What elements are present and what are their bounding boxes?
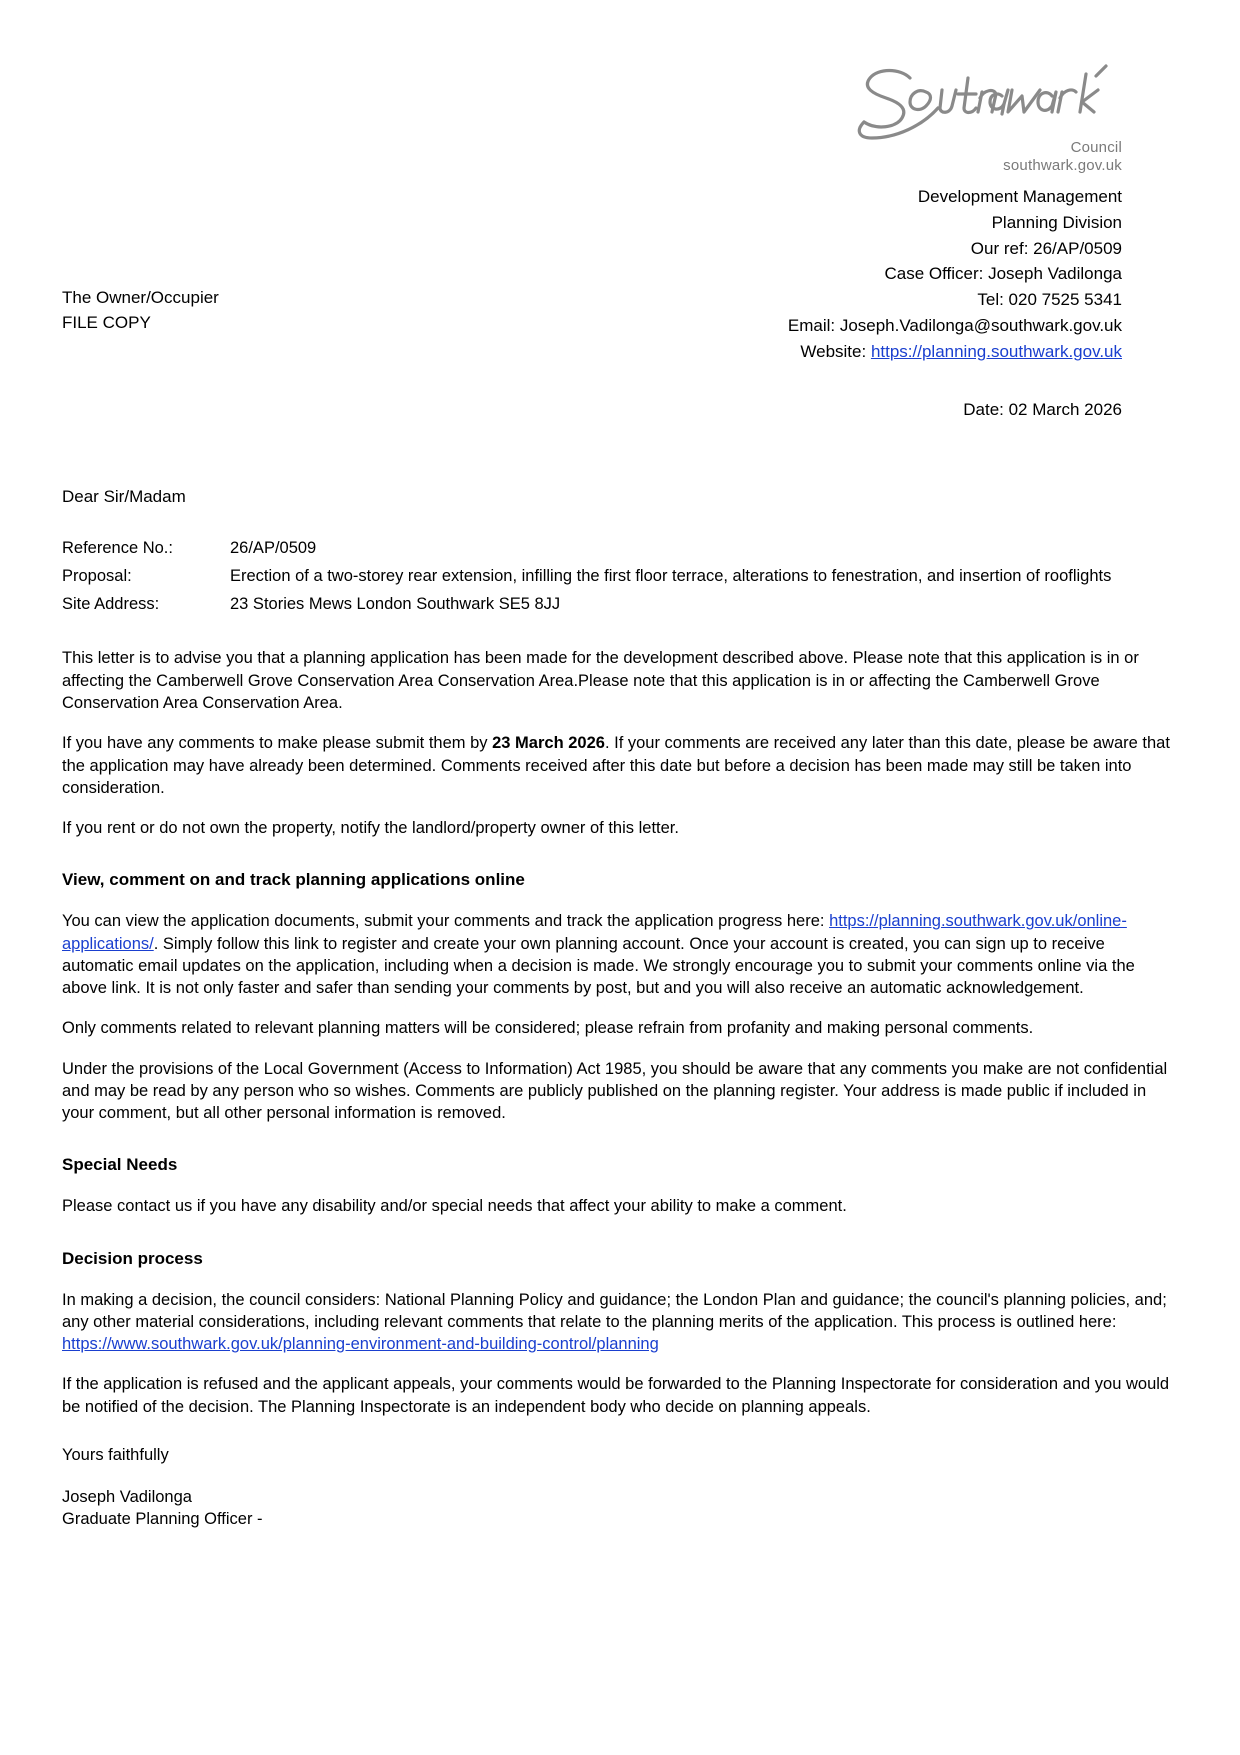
decision-text-before: In making a decision, the council considers: National Planning Policy and guidance; the London Plan and guidance; the council's planning policies, and; any other material considerations, including relevant comments that relate to the planning merits of the application. This process is outlined here:: [62, 1290, 1167, 1331]
website-label: Website:: [800, 341, 871, 361]
table-row: [62, 593, 1178, 621]
signer-name: Joseph Vadilonga: [62, 1488, 192, 1507]
table-row: [62, 537, 1178, 565]
heading-decision-process: Decision process: [62, 1248, 203, 1268]
salutation: Dear Sir/Madam: [62, 486, 186, 506]
addressee-block: [62, 286, 219, 335]
department-name: Development Management: [917, 187, 1122, 206]
southwark-wordmark-icon: [852, 60, 1122, 140]
signature-block: [62, 1444, 1178, 1531]
division-name: Planning Division: [991, 212, 1122, 232]
closing-salutation: Yours faithfully: [62, 1445, 169, 1464]
website-line: [0, 339, 1122, 365]
deadline-date: 23 March 2026: [492, 734, 605, 753]
telephone: Tel: 020 7525 5341: [977, 290, 1122, 310]
logo-url-text: southwark.gov.uk: [1003, 157, 1122, 175]
addressee-line-1: The Owner/Occupier: [62, 288, 219, 307]
deadline-text-before: If you have any comments to make please submit them by: [62, 734, 493, 753]
paragraph-access-to-information: Under the provisions of the Local Government (Access to Information) Act 1985, you should be aware that any comments you make are not confidential and may be read by any person who so wishes. Comments are publicly published on the planning register. Your address is made public if included in your comment, but all other personal information is removed.: [62, 1059, 1168, 1123]
paragraph-comment-deadline: [62, 732, 1178, 799]
paragraph-appeals: If the application is refused and the applicant appeals, your comments would be forwarded to the Planning Inspectorate for consideration and you would be notified of the decision. The Planning Inspectorate is an independent body who decide on planning appeals.: [62, 1375, 1170, 1416]
online-text-before: You can view the application documents, submit your comments and track the application progress here:: [62, 912, 830, 931]
addressee-line-2: FILE COPY: [62, 312, 151, 332]
logo-council-text: Council: [1070, 139, 1122, 156]
proposal-value: Erection of a two-storey rear extension, infilling the first floor terrace, alterations to fenestration, and insertion of rooflights: [230, 566, 1112, 585]
case-officer: Case Officer: Joseph Vadilonga: [884, 264, 1122, 284]
planning-policy-link[interactable]: https://www.southwark.gov.uk/planning-environment-and-building-control/planning: [62, 1335, 659, 1354]
heading-online-applications: View, comment on and track planning applications online: [62, 870, 525, 890]
paragraph-relevant-comments: Only comments related to relevant planning matters will be considered; please refrain from profanity and making personal comments.: [62, 1019, 1034, 1038]
paragraph-application-notice: This letter is to advise you that a planning application has been made for the development described above. Please note that this application is in or affecting the Camberwell Grove Conservation Area Conservation Area.Please note that this application is in or affecting the Camberwell Grove Conservation Area Conservation Area.: [62, 649, 1139, 712]
reference-no-label: Reference No.:: [62, 538, 173, 557]
southwark-council-logo: [822, 60, 1122, 177]
paragraph-decision-process: [62, 1289, 1178, 1356]
letter-body: [0, 486, 1240, 1531]
deadline-text-after: . If your comments are received any later than this date, please be aware that the application may have already been determined. Comments received after this date but before a decision has been made may still be taken into consideration.: [62, 734, 1170, 797]
site-address-label: Site Address:: [62, 595, 160, 614]
contact-block: [0, 184, 1240, 365]
reference-table: [62, 537, 1178, 622]
paragraph-online-access: [62, 910, 1178, 999]
letter-date: Date: 02 March 2026: [963, 399, 1122, 419]
website-link[interactable]: https://planning.southwark.gov.uk: [870, 341, 1122, 361]
proposal-label: Proposal:: [62, 566, 132, 585]
online-text-after: . Simply follow this link to register and create your own planning account. Once your account is created, you can sign up to receive automatic email updates on the application, including when a decision is made. We strongly encourage you to submit your comments online via the above link. It is not only faster and safer than sending your comments by post, but and you will also receive an automatic acknowledgement.: [62, 934, 1135, 998]
paragraph-landlord-notice: If you rent or do not own the property, notify the landlord/property owner of this letter.: [62, 819, 679, 838]
email: Email: Joseph.Vadilonga@southwark.gov.uk: [787, 316, 1122, 336]
site-address-value: 23 Stories Mews London Southwark SE5 8JJ: [230, 595, 561, 614]
reference-no-value: 26/AP/0509: [230, 538, 317, 557]
signer-title: Graduate Planning Officer -: [62, 1510, 263, 1529]
table-row: [62, 565, 1178, 593]
online-applications-link[interactable]: https://planning.southwark.gov.uk/online-applications/: [62, 912, 1127, 953]
paragraph-special-needs: Please contact us if you have any disability and/or special needs that affect your ability to make a comment.: [62, 1197, 847, 1216]
heading-special-needs: Special Needs: [62, 1155, 178, 1175]
our-ref: Our ref: 26/AP/0509: [970, 238, 1122, 258]
